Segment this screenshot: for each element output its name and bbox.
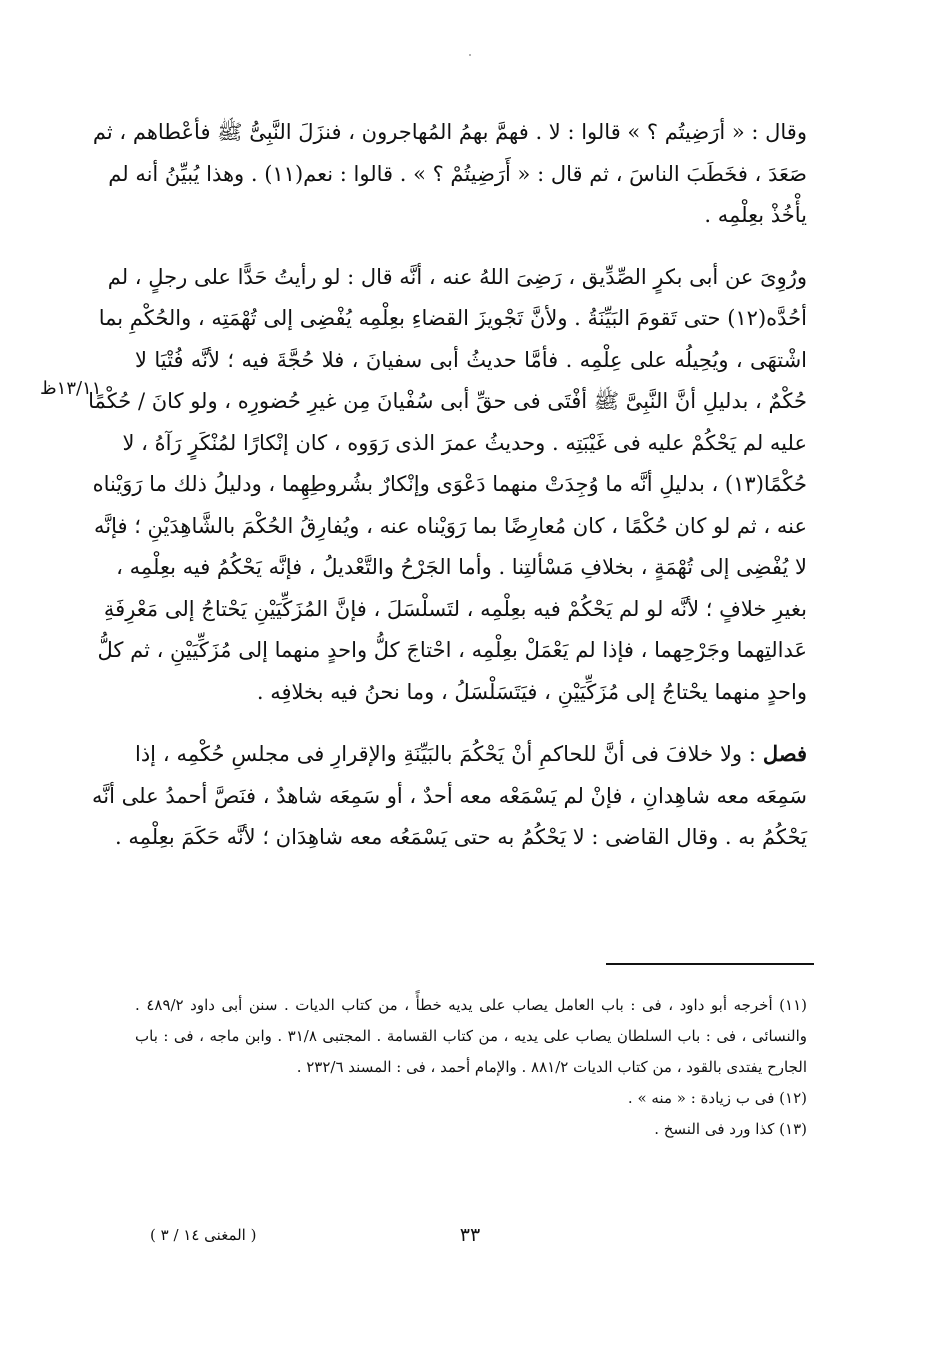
text-line: اشْتهَى ، ويُحِيلُه على عِلْمِه . فأمَّا حديثُ أبى سفيانَ ، فلا حُجَّةَ فيه ؛ لأنَّه فُتْيَا لا: [135, 347, 807, 372]
paragraph-1: [92, 112, 807, 237]
paragraph-3: [92, 733, 807, 859]
text-line: واحدٍ منهما يحْتاجُ إلى مُزَكِّيَيْنِ ، فيَتَسَلْسَلُ ، وما نحنُ فيه بخلافِه .: [256, 679, 807, 704]
book-signature: ( المغنى ١٤ / ٣ ): [150, 1226, 257, 1244]
text-line: عليه لم يَحْكُمْ عليه فى غَيْبَتِه . وحديثُ عمرَ الذى رَوَوه ، كان إنْكارًا لمُنْكَرٍ رَآهُ ، لا: [122, 430, 807, 455]
footnote-line: والنسائى ، فى : باب السلطان يصاب على يديه ، من كتاب القسامة . المجتبى ٣١/٨ . وابن ماجه ، فى : باب: [135, 1027, 807, 1045]
text-line: [135, 733, 807, 776]
text-line: عَدالتِهما وجَرْحِهما ، فإذا لم يَعْمَلْ بعِلْمِه ، احْتاجَ كلُّ واحدٍ منهما إلى مُزَكِّيَيْنِ ، ثم كلُّ: [97, 638, 807, 662]
footnote-line: (١٢) فى ب زيادة : « منه » .: [627, 1089, 807, 1107]
text-line: حُكْمًا(١٣) ، بدليلِ أنَّه ما وُجِدَتْ منهما دَعْوَى وإنْكارٌ بشُروطِهِما ، ودليلُ ذلك ما رَوَيْناه: [92, 472, 807, 496]
footnotes: [135, 990, 807, 1145]
footnote-line: (١١) أخرجه أبو داود ، فى : باب العامل يصاب على يديه خطأً ، من كتاب الديات . سنن أبى داود ٤٨٩/٢ .: [135, 996, 807, 1014]
margin-reference: ١٣/١١ظ: [40, 378, 102, 399]
footnote-separator: [606, 963, 814, 965]
footnote-line: الجارح يفتدى بالقود ، من كتاب الديات ٨٨١/٢ . والإمام أحمد ، فى : المسند ٢٣٢/٦ .: [296, 1058, 807, 1076]
paragraph-2: [88, 257, 807, 714]
text-line: يأْخُذْ بعِلْمِه .: [704, 203, 807, 227]
text-line: لا يُفْضِى إلى تُهْمَةٍ ، بخلافِ مَسْألتِنا . وأما الجَرْحُ والتَّعْديلُ ، فإنَّه يَحْكُمُ فيه بعِلْمِه ،: [116, 555, 807, 579]
main-text: [88, 112, 807, 859]
section-heading: فصل: [762, 741, 807, 766]
footnote-line: (١٣) كذا ورد فى النسخ .: [654, 1120, 807, 1138]
page-number: ٣٣: [459, 1224, 481, 1246]
scan-mark: [469, 54, 471, 56]
text-line: حُكْمٌ ، بدليلِ أنَّ النَّبِىَّ ﷺ أفْتَى فى حقِّ أبى سُفْيانَ مِن غيرِ حُضورِه ، ولو كانَ / حُكْمًا: [88, 389, 807, 413]
text-line: أحُدَّه(١٢) حتى تَقومَ البَيِّنَةُ . ولأنَّ تَجْويزَ القضاءِ بعِلْمِه يُفْضِى إلى تُهْمَتِه ، والحُكْمِ بما: [98, 306, 807, 330]
text-line: سَمِعَه معه شاهِدانِ ، فإنْ لم يَسْمَعْه معه أحدٌ ، أو سَمِعَه شاهدٌ ، فنَصَّ أحمدُ على أنَّه: [92, 783, 807, 808]
text-line: صَعَدَ ، فخَطَبَ الناسَ ، ثم قال : « أَرَضِيتُمْ ؟ » . قالوا : نعم(١١) . وهذا يُبيِّنُ أنه لم: [108, 161, 807, 186]
text-line: يَحْكُمُ به . وقال القاضى : لا يَحْكُمُ به حتى يَسْمَعُه معه شاهِدَان ؛ لأنَّه حَكَمَ بعِلْمِه .: [114, 825, 807, 849]
text-line: ورُوِىَ عن أبى بكرٍ الصِّدِّيق ، رَضِىَ اللهُ عنه ، أنَّه قال : لو رأيتُ حَدًّا على رجلٍ ، لم: [107, 264, 807, 289]
text-run: : ولا خلافَ فى أنَّ للحاكمِ أنْ يَحْكُمَ بالبَيِّنَةِ والإقرارِ فى مجلسِ حُكْمِه ، إذا: [135, 742, 763, 766]
text-line: عنه ، ثم لو كان حُكْمًا ، كان مُعارِضًا بما رَوَيْناه عنه ، ويُفارِقُ الحُكْمَ بالشَّاهِدَيْنِ ؛ فإنَّه: [93, 513, 807, 538]
text-line: بغيرِ خلافٍ ؛ لأنَّه لو لم يَحْكُمْ فيه بعِلْمِه ، لتَسلْسَلَ ، فإنَّ المُزَكِّيَيْنِ يَحْتاجُ إلى مَعْرِفَةِ: [103, 596, 807, 621]
text-line: وقال : « أرَضِيتُم ؟ » قالوا : لا . فهمَّ بهمُ المُهاجرون ، فنزَلَ النَّبِىُّ ﷺ فأعْطاهم ، ثم: [92, 120, 807, 144]
